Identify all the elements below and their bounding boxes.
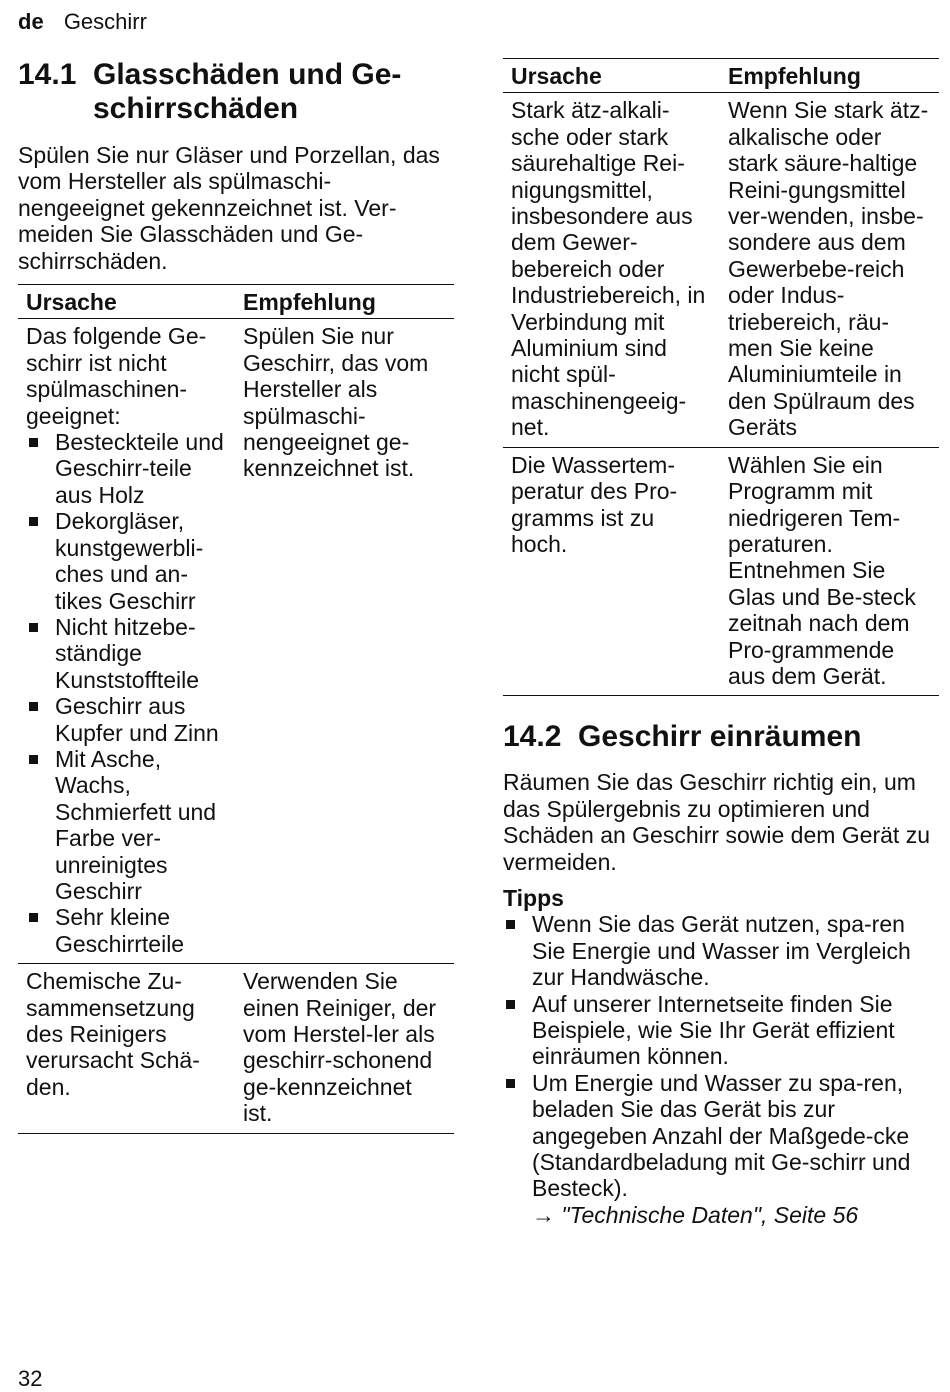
table-header-row xyxy=(18,285,454,319)
table-row xyxy=(503,447,939,696)
list-item: Wenn Sie das Gerät nutzen, spa-ren Sie Energie und Wasser im Vergleich zur Handwäsche. xyxy=(503,911,939,990)
table-row xyxy=(18,319,454,964)
cause-cell xyxy=(18,319,235,964)
recommendation-cell: Spülen Sie nur Geschirr, das vom Hersteller als spülmaschi-nengeeignet ge-kennzeichnet ist. xyxy=(235,319,454,964)
section-14-1-heading xyxy=(18,58,454,126)
language-code: de xyxy=(18,9,44,34)
recommendation-cell: Verwenden Sie einen Reiniger, der vom Herstel-ler als geschirr-schonend ge-kennzeichnet ist. xyxy=(235,964,454,1133)
recommendation-cell: Wenn Sie stark ätz-alkalische oder stark säure-haltige Reini-gungsmittel ver-wenden, insbe-sondere aus dem Gewerbebe-reich oder Indus-triebereich, räu-men Sie keine Aluminiumteile in den Spülraum des Geräts xyxy=(720,93,939,447)
section-name: Geschirr xyxy=(63,9,147,34)
unsuitable-items-list xyxy=(26,429,227,957)
cause-cell: Stark ätz-alkali-sche oder stark säurehaltige Rei-nigungsmittel, insbesondere aus dem Gewer-bebereich oder Industriebereich, in Verbindung mit Aluminium sind nicht spül-maschinengeeig-net. xyxy=(503,93,720,447)
column-header-recommendation: Empfehlung xyxy=(720,59,939,93)
page-header xyxy=(18,9,147,35)
column-header-cause: Ursache xyxy=(503,59,720,93)
table-header-row xyxy=(503,59,939,93)
technical-data-link[interactable]: → "Technische Daten", Seite 56 xyxy=(532,1201,859,1228)
section-14-2-heading xyxy=(503,720,939,754)
list-item: Sehr kleine Geschirrteile xyxy=(26,904,227,957)
cause-cell: Chemische Zu-sammensetzung des Reinigers verursacht Schä-den. xyxy=(18,964,235,1133)
right-column xyxy=(503,58,939,1228)
section-title: Geschirr einräumen xyxy=(578,720,862,754)
list-item: Auf unserer Internetseite finden Sie Beispiele, wie Sie Ihr Gerät effizient einräumen können. xyxy=(503,991,939,1070)
list-item: Dekorgläser, kunstgewerbli-ches und an-tikes Geschirr xyxy=(26,508,227,614)
list-item: Mit Asche, Wachs, Schmierfett und Farbe ver-unreinigtes Geschirr xyxy=(26,746,227,904)
table-row xyxy=(18,964,454,1133)
list-item: Geschirr aus Kupfer und Zinn xyxy=(26,693,227,746)
intro-paragraph: Spülen Sie nur Gläser und Porzellan, das vom Hersteller als spülmaschi-nengeeignet gekennzeichnet ist. Ver-meiden Sie Glasschäden und Ge-schirrschäden. xyxy=(18,142,440,274)
cause-text: Das folgende Ge-schirr ist nicht spülmaschinen-geeignet: xyxy=(26,323,207,429)
left-column xyxy=(18,58,454,1134)
intro-paragraph: Räumen Sie das Geschirr richtig ein, um das Spülergebnis zu optimieren und Schäden an Geschirr sowie dem Gerät zu vermeiden. xyxy=(503,769,930,875)
section-title: Glasschäden und Ge-schirrschäden xyxy=(93,58,402,125)
cause-cell: Die Wassertem-peratur des Pro-gramms ist zu hoch. xyxy=(503,447,720,696)
list-item: Besteckteile und Geschirr-teile aus Holz xyxy=(26,429,227,508)
tips-heading: Tipps xyxy=(503,884,564,911)
column-header-cause: Ursache xyxy=(18,285,235,319)
tips-list xyxy=(503,911,939,1228)
list-item: Nicht hitzebe-ständige Kunststoffteile xyxy=(26,614,227,693)
table-row xyxy=(503,93,939,447)
page-number: 32 xyxy=(18,1366,43,1391)
recommendation-cell: Wählen Sie ein Programm mit niedrigeren Tem-peraturen. Entnehmen Sie Glas und Be-steck zeitnah nach dem Pro-grammende aus dem Gerät. xyxy=(720,447,939,696)
column-header-recommendation: Empfehlung xyxy=(235,285,454,319)
list-item xyxy=(503,1070,939,1228)
section-number: 14.1 xyxy=(18,58,77,91)
section-number: 14.2 xyxy=(503,720,562,754)
damage-table xyxy=(18,284,454,1134)
damage-table-continued xyxy=(503,58,939,696)
tip-text: Um Energie und Wasser zu spa-ren, beladen Sie das Gerät bis zur angegeben Anzahl der Maßgede-cke (Standardbeladung mit Ge-schirr und Besteck). xyxy=(532,1069,911,1202)
